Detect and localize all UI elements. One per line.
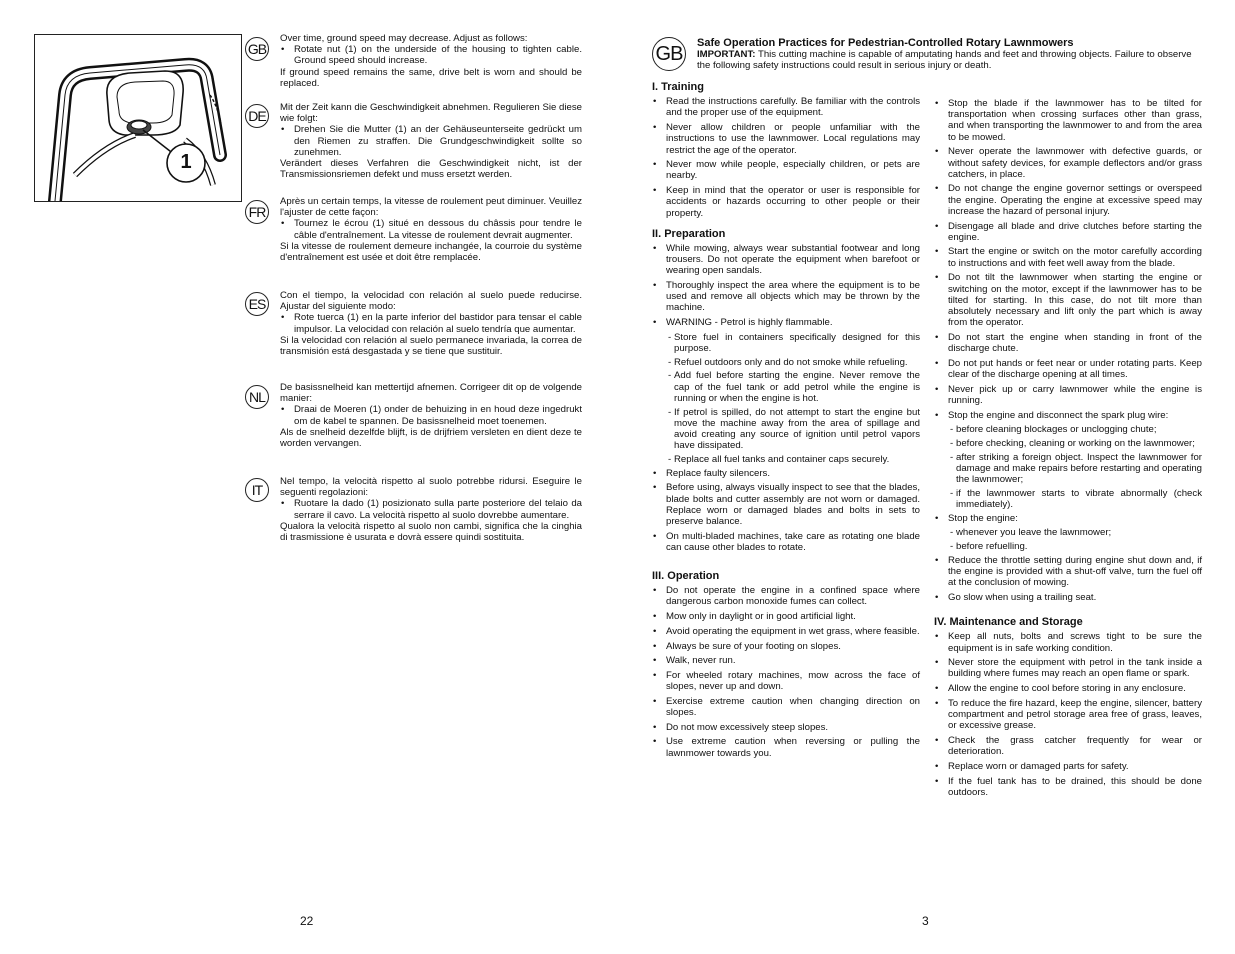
list-subitem: - Replace all fuel tanks and container caps securely. xyxy=(652,454,920,465)
list-item: • Start the engine or switch on the motor carefully according to instructions and with feet well away from the blade. xyxy=(934,246,1202,268)
list-item: • Go slow when using a trailing seat. xyxy=(934,592,1202,603)
section-intro: Con el tiempo, la velocidad con relación al suelo puede reducirse. Ajustar del siguiente modo: xyxy=(280,290,582,313)
list-item: • Never mow while people, especially children, or pets are nearby. xyxy=(652,159,920,181)
list-item: • Drehen Sie die Mutter (1) an der Gehäuseunterseite gedrückt um den Riemen zu straffen. Die Grundgeschwindigkeit sollte so zunehmen. xyxy=(280,124,582,158)
section-gb xyxy=(280,33,582,89)
list-subitem: - before cleaning blockages or unclogging chute; xyxy=(934,424,1202,435)
lang-badge-gb-right: GB xyxy=(652,37,686,71)
list-item: • Keep in mind that the operator or user is responsible for accidents or hazards occurring to other people or their property. xyxy=(652,185,920,219)
list-subitem: - before checking, cleaning or working on the lawnmower; xyxy=(934,438,1202,449)
list-item: • Do not change the engine governor settings or overspeed the engine. Operating the engine at excessive speed may increase the hazard of personal injury. xyxy=(934,183,1202,217)
list-item: • Before using, always visually inspect to see that the blades, blade bolts and cutter assembly are not worn or damaged. Replace worn or damaged blades and bolts in sets to preserve balance. xyxy=(652,482,920,527)
list-item: • Do not start the engine when standing in front of the discharge chute. xyxy=(934,332,1202,354)
list-item: • Keep all nuts, bolts and screws tight to be sure the equipment is in safe working condition. xyxy=(934,631,1202,653)
lang-badge-de: DE xyxy=(245,104,269,128)
section-intro: Nel tempo, la velocità rispetto al suolo potrebbe ridursi. Eseguire le seguenti regolazioni: xyxy=(280,476,582,499)
list-item: • Replace faulty silencers. xyxy=(652,468,920,479)
section-intro: De basissnelheid kan mettertijd afnemen. Corrigeer dit op de volgende manier: xyxy=(280,382,582,405)
section-heading-training: I. Training xyxy=(652,81,704,93)
callout-number: 1 xyxy=(180,151,192,173)
section-outro: Si la velocidad con relación al suelo permanece invariada, la correa de transmisión está desgastada y se tiene que sustituir. xyxy=(280,334,582,358)
list-subitem: - if the lawnmower starts to vibrate abnormally (check immediately). xyxy=(934,488,1202,510)
list-item: • Stop the blade if the lawnmower has to be tilted for transportation when crossing surfaces other than grass, and when transporting the lawnmower to and from the area to be mowed. xyxy=(934,98,1202,143)
lang-badge-fr: FR xyxy=(245,200,269,224)
list-subitem: - Store fuel in containers specifically designed for this purpose. xyxy=(652,332,920,354)
list-item: • Read the instructions carefully. Be familiar with the controls and the proper use of the equipment. xyxy=(652,96,920,118)
section-outro: Qualora la velocità rispetto al suolo non cambi, significa che la cinghia di trasmissione è usurata e dovrà essere quindi sostituita. xyxy=(280,520,582,544)
section-es xyxy=(280,290,582,357)
list-item: • Do not tilt the lawnmower when starting the engine or switching on the motor, except if the lawnmower has to be tilted for starting. In this case, do not tilt more than absolutely necessary and lift only the part which is away from the operator. xyxy=(934,272,1202,328)
list-item: • WARNING - Petrol is highly flammable. xyxy=(652,317,920,328)
list-item: • Never store the equipment with petrol in the tank inside a building where fumes may reach an open flame or spark. xyxy=(934,657,1202,679)
list-item: • For wheeled rotary machines, mow across the face of slopes, never up and down. xyxy=(652,670,920,692)
list-item: • Do not put hands or feet near or under rotating parts. Keep clear of the discharge opening at all times. xyxy=(934,358,1202,380)
list-item: • If the fuel tank has to be drained, this should be done outdoors. xyxy=(934,776,1202,798)
safety-column-2 xyxy=(934,98,1202,801)
list-item: • On multi-bladed machines, take care as rotating one blade can cause other blades to rotate. xyxy=(652,531,920,553)
list-subitem: - Refuel outdoors only and do not smoke while refueling. xyxy=(652,357,920,368)
page-number-right: 3 xyxy=(922,914,929,928)
section-it xyxy=(280,476,582,543)
lang-badge-es: ES xyxy=(245,292,269,316)
safety-column-1 xyxy=(652,82,920,762)
list-item: • While mowing, always wear substantial footwear and long trousers. Do not operate the equipment when barefoot or wearing open sandals. xyxy=(652,243,920,277)
list-item: • Tournez le écrou (1) situé en dessous du châssis pour tendre le câble d'entraînement. La vitesse de roulement devrait augmenter. xyxy=(280,218,582,240)
list-item: • Rote tuerca (1) en la parte inferior del bastidor para tensar el cable impulsor. La velocidad con relación al suelo tendría que aumentar. xyxy=(280,312,582,334)
lang-badge-nl: NL xyxy=(245,385,269,409)
list-item: • Rotate nut (1) on the underside of the housing to tighten cable. Ground speed should increase. xyxy=(280,44,582,66)
list-subitem: - If petrol is spilled, do not attempt to start the engine but move the machine away from the area of spillage and avoid creating any source of ignition until petrol vapors have dissipated. xyxy=(652,407,920,452)
list-item: • To reduce the fire hazard, keep the engine, silencer, battery compartment and petrol storage area free of grass, leaves, or excessive grease. xyxy=(934,698,1202,732)
list-item: • Thoroughly inspect the area where the equipment is to be used and remove all objects which may be thrown by the machine. xyxy=(652,280,920,314)
section-outro: Als de snelheid dezelfde blijft, is de drijfriem versleten en dient deze te worden vervangen. xyxy=(280,426,582,450)
safety-header xyxy=(697,37,1207,71)
important-text: This cutting machine is capable of amputating hands and feet and throwing objects. Failure to observe the following safety instructions could result in serious injury or death. xyxy=(697,49,1192,72)
list-item: • Stop the engine and disconnect the spark plug wire: xyxy=(934,410,1202,421)
list-item: • Do not mow excessively steep slopes. xyxy=(652,722,920,733)
list-subitem: - Add fuel before starting the engine. Never remove the cap of the fuel tank or add petrol while the engine is running or when the engine is hot. xyxy=(652,370,920,404)
list-subitem: - after striking a foreign object. Inspect the lawnmower for damage and make repairs before restarting and operating the lawnmower; xyxy=(934,452,1202,486)
list-item: • Always be sure of your footing on slopes. xyxy=(652,641,920,652)
lang-badge-gb: GB xyxy=(245,37,269,61)
list-item: • Mow only in daylight or in good artificial light. xyxy=(652,611,920,622)
list-subitem: - whenever you leave the lawnmower; xyxy=(934,527,1202,538)
section-outro: If ground speed remains the same, drive belt is worn and should be replaced. xyxy=(280,66,582,89)
list-item: • Never operate the lawnmower with defective guards, or without safety devices, for example deflectors and/or grass catchers, in place. xyxy=(934,146,1202,180)
list-item: • Allow the engine to cool before storing in any enclosure. xyxy=(934,683,1202,694)
section-heading-maintenance: IV. Maintenance and Storage xyxy=(934,616,1083,629)
page-number-left: 22 xyxy=(300,914,314,928)
section-fr xyxy=(280,196,582,263)
list-item: • Disengage all blade and drive clutches before starting the engine. xyxy=(934,221,1202,243)
list-item: • Do not operate the engine in a confined space where dangerous carbon monoxide fumes can collect. xyxy=(652,585,920,607)
list-item: • Exercise extreme caution when changing direction on slopes. xyxy=(652,696,920,718)
list-item: • Replace worn or damaged parts for safety. xyxy=(934,761,1202,772)
safety-title: Safe Operation Practices for Pedestrian-Controlled Rotary Lawnmowers xyxy=(697,37,1074,49)
list-item: • Walk, never run. xyxy=(652,655,920,666)
section-outro: Si la vitesse de roulement demeure inchangée, la courroie du système d'entraînement est usée et doit être remplacée. xyxy=(280,240,582,264)
section-heading-operation: III. Operation xyxy=(652,570,720,583)
lang-badge-it: IT xyxy=(245,478,269,502)
section-intro: Mit der Zeit kann die Geschwindigkeit abnehmen. Regulieren Sie diese wie folgt: xyxy=(280,102,582,125)
list-item: • Never pick up or carry lawnmower while the engine is running. xyxy=(934,384,1202,406)
list-item: • Stop the engine: xyxy=(934,513,1202,524)
list-item: • Avoid operating the equipment in wet grass, where feasible. xyxy=(652,626,920,637)
section-intro: Over time, ground speed may decrease. Adjust as follows: xyxy=(280,33,528,44)
section-outro: Verändert dieses Verfahren die Geschwindigkeit nicht, ist der Transmissionsriemen defekt und muss ersetzt werden. xyxy=(280,158,582,181)
figure-box xyxy=(34,34,242,202)
important-label: IMPORTANT: xyxy=(697,49,756,60)
section-heading-preparation: II. Preparation xyxy=(652,227,726,240)
section-de xyxy=(280,102,582,180)
list-item: • Draai de Moeren (1) onder de behuizing in en houd deze ingedrukt om de kabel te spannen. De basissnelheid moet toenemen. xyxy=(280,404,582,426)
list-item: • Ruotare la dado (1) posizionato sulla parte posteriore del telaio da serrare il cavo. La velocità rispetto al suolo dovrebbe aumentare. xyxy=(280,498,582,520)
lawnmower-handle-illustration xyxy=(35,35,241,201)
section-nl xyxy=(280,382,582,449)
list-item: • Reduce the throttle setting during engine shut down and, if the engine is provided with a shut-off valve, turn the fuel off at the conclusion of mowing. xyxy=(934,555,1202,589)
list-item: • Use extreme caution when reversing or pulling the lawnmower towards you. xyxy=(652,736,920,758)
list-item: • Check the grass catcher frequently for wear or deterioration. xyxy=(934,735,1202,757)
list-item: • Never allow children or people unfamiliar with the instructions to use the lawnmower. Local regulations may restrict the age of the operator. xyxy=(652,122,920,156)
section-intro: Après un certain temps, la vitesse de roulement peut diminuer. Veuillez l'ajuster de cette façon: xyxy=(280,196,582,219)
important-notice xyxy=(697,49,1207,71)
list-subitem: - before refuelling. xyxy=(934,541,1202,552)
